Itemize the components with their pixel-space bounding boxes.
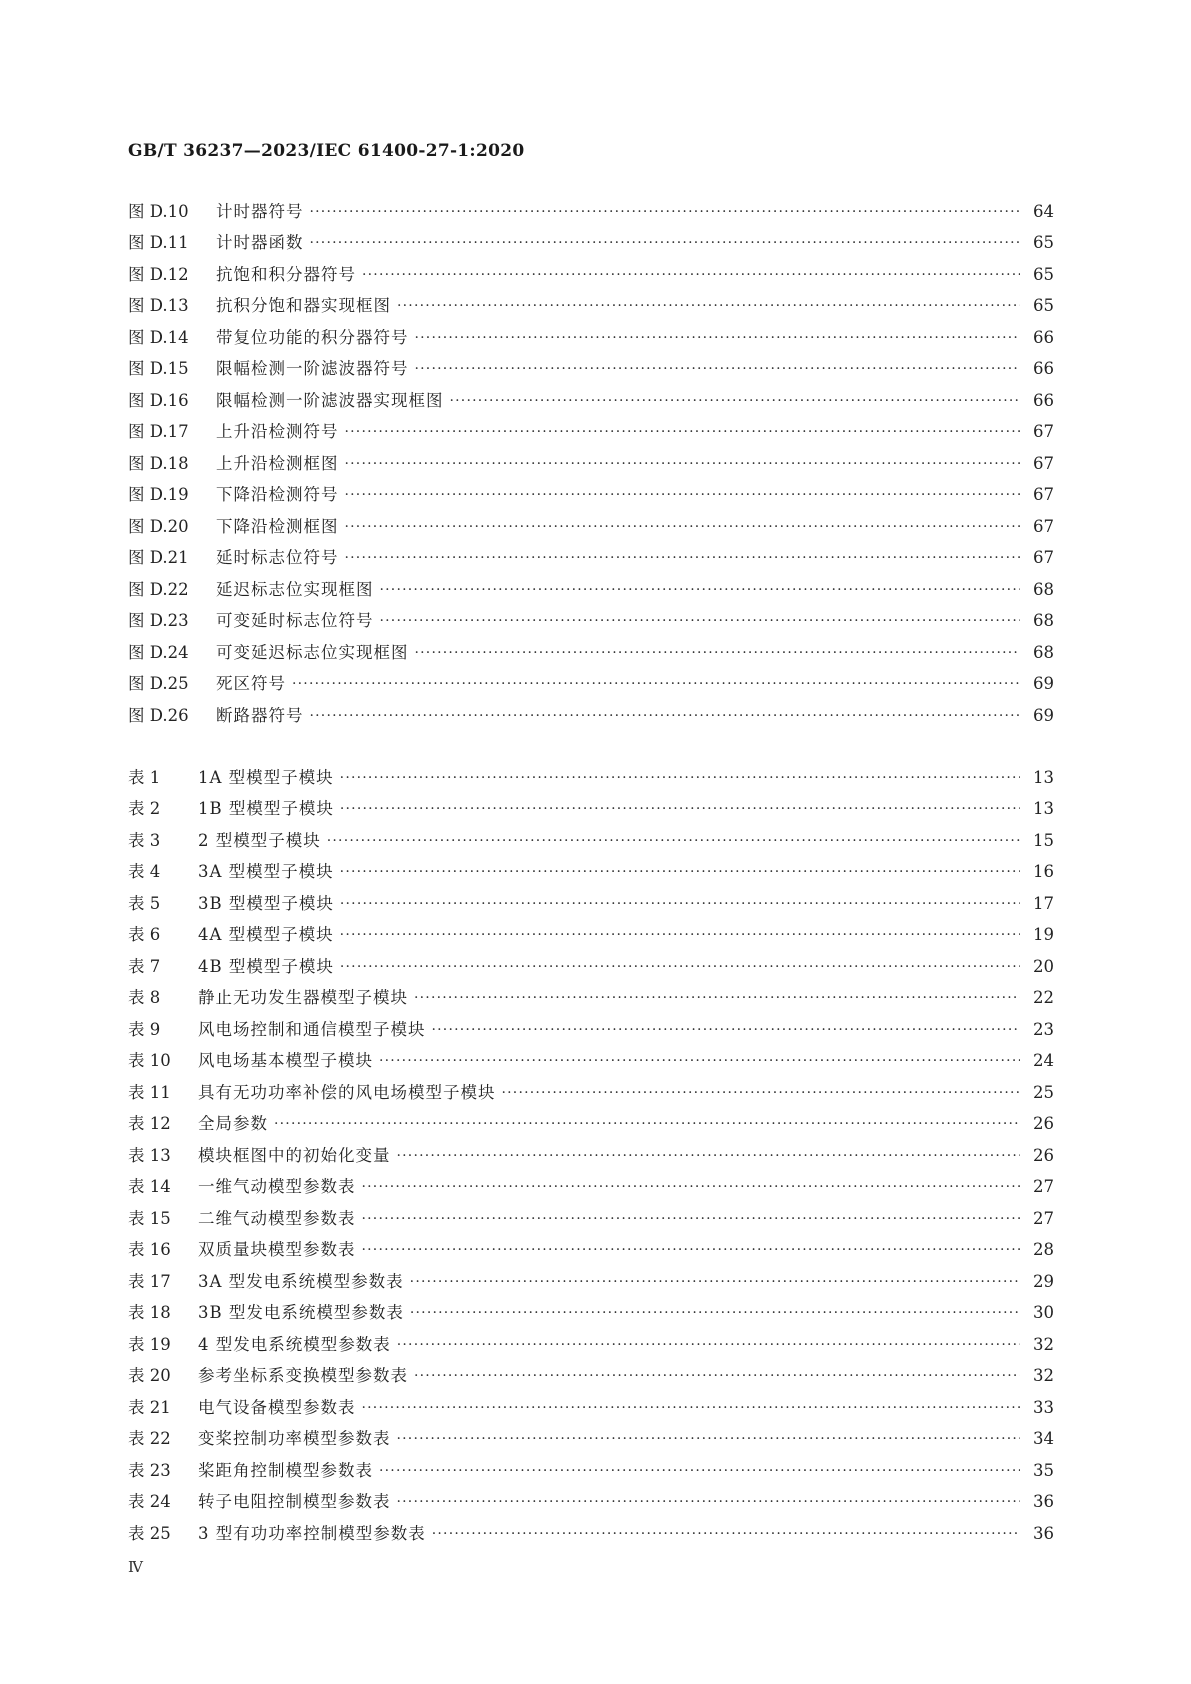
entry-page: 68 — [1033, 642, 1054, 662]
dot-leader — [345, 551, 1021, 565]
entry-label: 表 1 — [128, 767, 161, 787]
entry-page: 68 — [1033, 579, 1054, 599]
dot-leader — [327, 834, 1020, 848]
entry-label: 表 18 — [128, 1303, 171, 1322]
dot-leader — [274, 1117, 1020, 1131]
dot-leader — [345, 457, 1021, 471]
figure-entry[interactable] — [128, 574, 1054, 606]
figure-entry[interactable] — [128, 354, 1054, 386]
entry-label: 表 19 — [128, 1334, 171, 1354]
dot-leader — [410, 1306, 1020, 1320]
entry-label: 图 D.11 — [128, 233, 189, 252]
figure-entry[interactable] — [128, 606, 1054, 638]
dot-leader — [414, 1369, 1020, 1383]
entry-label: 图 D.21 — [128, 548, 189, 567]
entry-label: 图 D.14 — [128, 327, 189, 347]
figure-list — [128, 196, 1054, 732]
dot-leader — [502, 1086, 1021, 1100]
entry-label: 图 D.23 — [128, 611, 189, 630]
entry-page: 27 — [1033, 1177, 1054, 1196]
table-entry[interactable] — [128, 1014, 1054, 1046]
entry-page: 35 — [1033, 1460, 1054, 1480]
dot-leader — [410, 1275, 1020, 1289]
dot-leader — [379, 1464, 1020, 1478]
entry-page: 65 — [1033, 233, 1054, 252]
dot-leader — [345, 488, 1021, 502]
table-entry[interactable] — [128, 1455, 1054, 1487]
standard-header: GB/T 36237—2023/IEC 61400-27-1:2020 — [128, 141, 525, 161]
entry-title: 带复位功能的积分器符号 — [216, 327, 409, 347]
dot-leader — [362, 268, 1020, 282]
entry-label: 图 D.18 — [128, 453, 189, 473]
table-entry[interactable] — [128, 1046, 1054, 1078]
entry-title: 抗饱和积分器符号 — [216, 264, 356, 284]
table-entry[interactable] — [128, 983, 1054, 1015]
dot-leader — [380, 614, 1021, 628]
entry-title: 一维气动模型参数表 — [198, 1177, 356, 1196]
entry-title: 可变延迟标志位实现框图 — [216, 642, 409, 662]
figure-entry[interactable] — [128, 480, 1054, 512]
entry-title: 计时器符号 — [216, 201, 304, 221]
dot-leader — [340, 771, 1020, 785]
dot-leader — [432, 1023, 1021, 1037]
dot-leader — [340, 960, 1020, 974]
entry-label: 表 22 — [128, 1429, 171, 1448]
entry-label: 表 4 — [128, 862, 161, 881]
entry-label: 表 13 — [128, 1145, 171, 1165]
entry-page: 22 — [1033, 988, 1054, 1007]
dot-leader — [414, 991, 1020, 1005]
entry-label: 图 D.17 — [128, 422, 189, 441]
dot-leader — [340, 928, 1020, 942]
entry-label: 图 D.24 — [128, 642, 189, 662]
entry-title: 全局参数 — [198, 1114, 268, 1133]
table-entry[interactable] — [128, 1266, 1054, 1298]
table-entry[interactable] — [128, 1361, 1054, 1393]
entry-page: 32 — [1033, 1366, 1054, 1385]
entry-page: 33 — [1033, 1397, 1054, 1417]
entry-label: 表 11 — [128, 1082, 171, 1102]
dot-leader — [310, 709, 1021, 723]
entry-title: 4B 型模型子模块 — [198, 956, 334, 976]
figure-entry[interactable] — [128, 448, 1054, 480]
entry-title: 断路器符号 — [216, 705, 304, 725]
table-entry[interactable] — [128, 951, 1054, 983]
entry-page: 15 — [1033, 830, 1054, 850]
figure-entry[interactable] — [128, 417, 1054, 449]
entry-title: 可变延时标志位符号 — [216, 611, 374, 630]
dot-leader — [415, 362, 1021, 376]
entry-title: 静止无功发生器模型子模块 — [198, 988, 408, 1007]
entry-title: 1B 型模型子模块 — [198, 799, 334, 818]
entry-label: 表 6 — [128, 925, 161, 944]
table-entry[interactable] — [128, 1329, 1054, 1361]
dot-leader — [415, 646, 1021, 660]
entry-title: 风电场基本模型子模块 — [198, 1051, 373, 1070]
entry-title: 3 型有功功率控制模型参数表 — [198, 1523, 426, 1543]
table-entry[interactable] — [128, 825, 1054, 857]
dot-leader — [397, 1432, 1021, 1446]
dot-leader — [310, 205, 1021, 219]
entry-page: 26 — [1033, 1114, 1054, 1133]
dot-leader — [345, 425, 1021, 439]
entry-label: 表 7 — [128, 956, 161, 976]
figure-entry[interactable] — [128, 259, 1054, 291]
entry-page: 67 — [1033, 485, 1054, 504]
entry-page: 64 — [1033, 201, 1054, 221]
figure-entry[interactable] — [128, 322, 1054, 354]
entry-label: 表 5 — [128, 893, 161, 913]
dot-leader — [340, 802, 1020, 816]
table-list — [128, 762, 1054, 1550]
entry-label: 图 D.22 — [128, 579, 189, 599]
entry-label: 表 25 — [128, 1523, 171, 1543]
entry-title: 2 型模型子模块 — [198, 830, 321, 850]
figure-entry[interactable] — [128, 196, 1054, 228]
entry-page: 66 — [1033, 359, 1054, 378]
entry-title: 双质量块模型参数表 — [198, 1240, 356, 1259]
entry-label: 图 D.13 — [128, 296, 189, 315]
entry-label: 表 9 — [128, 1019, 161, 1039]
dot-leader — [450, 394, 1021, 408]
entry-title: 风电场控制和通信模型子模块 — [198, 1019, 426, 1039]
entry-title: 延时标志位符号 — [216, 548, 339, 567]
entry-page: 66 — [1033, 327, 1054, 347]
dot-leader — [362, 1212, 1021, 1226]
dot-leader — [379, 1054, 1020, 1068]
dot-leader — [362, 1401, 1021, 1415]
entry-page: 67 — [1033, 422, 1054, 441]
entry-title: 限幅检测一阶滤波器实现框图 — [216, 390, 444, 410]
entry-page: 25 — [1033, 1082, 1054, 1102]
dot-leader — [340, 897, 1020, 911]
entry-label: 图 D.15 — [128, 359, 189, 378]
entry-label: 图 D.16 — [128, 390, 189, 410]
table-entry[interactable] — [128, 1203, 1054, 1235]
entry-page: 13 — [1033, 799, 1054, 818]
dot-leader — [362, 1180, 1021, 1194]
table-entry[interactable] — [128, 1140, 1054, 1172]
entry-page: 20 — [1033, 956, 1054, 976]
entry-label: 表 23 — [128, 1460, 171, 1480]
table-entry[interactable] — [128, 762, 1054, 794]
table-entry[interactable] — [128, 857, 1054, 889]
entry-title: 1A 型模型子模块 — [198, 767, 334, 787]
entry-title: 死区符号 — [216, 674, 286, 693]
entry-page: 65 — [1033, 296, 1054, 315]
entry-page: 67 — [1033, 516, 1054, 536]
dot-leader — [362, 1243, 1021, 1257]
entry-label: 表 16 — [128, 1240, 171, 1259]
entry-title: 计时器函数 — [216, 233, 304, 252]
entry-page: 28 — [1033, 1240, 1054, 1259]
figure-entry[interactable] — [128, 228, 1054, 260]
entry-page: 67 — [1033, 548, 1054, 567]
dot-leader — [310, 236, 1021, 250]
table-entry[interactable] — [128, 1424, 1054, 1456]
entry-label: 表 8 — [128, 988, 161, 1007]
entry-page: 68 — [1033, 611, 1054, 630]
table-entry[interactable] — [128, 1109, 1054, 1141]
entry-label: 表 24 — [128, 1492, 171, 1511]
entry-title: 3B 型模型子模块 — [198, 893, 334, 913]
entry-title: 桨距角控制模型参数表 — [198, 1460, 373, 1480]
entry-title: 参考坐标系变换模型参数表 — [198, 1366, 408, 1385]
table-entry[interactable] — [128, 1392, 1054, 1424]
entry-title: 变桨控制功率模型参数表 — [198, 1429, 391, 1448]
table-entry[interactable] — [128, 1235, 1054, 1267]
dot-leader — [432, 1527, 1020, 1541]
entry-title: 4 型发电系统模型参数表 — [198, 1334, 391, 1354]
entry-title: 3B 型发电系统模型参数表 — [198, 1303, 404, 1322]
entry-page: 34 — [1033, 1429, 1054, 1448]
entry-label: 图 D.20 — [128, 516, 189, 536]
entry-title: 转子电阻控制模型参数表 — [198, 1492, 391, 1511]
entry-title: 下降沿检测框图 — [216, 516, 339, 536]
entry-title: 二维气动模型参数表 — [198, 1208, 356, 1228]
table-entry[interactable] — [128, 1077, 1054, 1109]
figure-entry[interactable] — [128, 669, 1054, 701]
entry-label: 图 D.10 — [128, 201, 189, 221]
entry-page: 69 — [1033, 674, 1054, 693]
figure-entry[interactable] — [128, 637, 1054, 669]
page-number: Ⅳ — [128, 1558, 144, 1576]
entry-label: 表 17 — [128, 1271, 171, 1291]
entry-title: 具有无功功率补偿的风电场模型子模块 — [198, 1082, 496, 1102]
entry-page: 32 — [1033, 1334, 1054, 1354]
entry-label: 表 21 — [128, 1397, 171, 1417]
entry-page: 69 — [1033, 705, 1054, 725]
table-entry[interactable] — [128, 1518, 1054, 1550]
dot-leader — [345, 520, 1021, 534]
entry-page: 24 — [1033, 1051, 1054, 1070]
entry-page: 65 — [1033, 264, 1054, 284]
entry-page: 36 — [1033, 1492, 1054, 1511]
dot-leader — [340, 865, 1020, 879]
entry-title: 3A 型发电系统模型参数表 — [198, 1271, 404, 1291]
figure-entry[interactable] — [128, 291, 1054, 323]
entry-page: 30 — [1033, 1303, 1054, 1322]
dot-leader — [415, 331, 1021, 345]
entry-label: 图 D.25 — [128, 674, 189, 693]
figure-entry[interactable] — [128, 543, 1054, 575]
table-entry[interactable] — [128, 1298, 1054, 1330]
dot-leader — [292, 677, 1020, 691]
entry-page: 13 — [1033, 767, 1054, 787]
entry-label: 表 12 — [128, 1114, 171, 1133]
entry-label: 表 15 — [128, 1208, 171, 1228]
entry-title: 4A 型模型子模块 — [198, 925, 334, 944]
entry-page: 17 — [1033, 893, 1054, 913]
entry-page: 66 — [1033, 390, 1054, 410]
entry-label: 图 D.19 — [128, 485, 189, 504]
table-entry[interactable] — [128, 1172, 1054, 1204]
dot-leader — [397, 299, 1020, 313]
dot-leader — [380, 583, 1021, 597]
entry-title: 限幅检测一阶滤波器符号 — [216, 359, 409, 378]
entry-label: 表 14 — [128, 1177, 171, 1196]
table-entry[interactable] — [128, 794, 1054, 826]
entry-label: 表 20 — [128, 1366, 171, 1385]
entry-label: 表 2 — [128, 799, 161, 818]
entry-page: 67 — [1033, 453, 1054, 473]
entry-page: 36 — [1033, 1523, 1054, 1543]
table-entry[interactable] — [128, 888, 1054, 920]
table-entry[interactable] — [128, 1487, 1054, 1519]
figure-entry[interactable] — [128, 511, 1054, 543]
figure-entry[interactable] — [128, 700, 1054, 732]
table-entry[interactable] — [128, 920, 1054, 952]
dot-leader — [397, 1149, 1021, 1163]
entry-page: 16 — [1033, 862, 1054, 881]
entry-label: 表 10 — [128, 1051, 171, 1070]
dot-leader — [397, 1495, 1021, 1509]
entry-title: 模块框图中的初始化变量 — [198, 1145, 391, 1165]
entry-label: 表 3 — [128, 830, 161, 850]
entry-title: 延迟标志位实现框图 — [216, 579, 374, 599]
entry-title: 电气设备模型参数表 — [198, 1397, 356, 1417]
entry-title: 抗积分饱和器实现框图 — [216, 296, 391, 315]
entry-title: 3A 型模型子模块 — [198, 862, 334, 881]
entry-page: 19 — [1033, 925, 1054, 944]
entry-page: 26 — [1033, 1145, 1054, 1165]
entry-page: 29 — [1033, 1271, 1054, 1291]
entry-title: 上升沿检测符号 — [216, 422, 339, 441]
entry-page: 27 — [1033, 1208, 1054, 1228]
entry-title: 下降沿检测符号 — [216, 485, 339, 504]
dot-leader — [397, 1338, 1020, 1352]
entry-label: 图 D.26 — [128, 705, 189, 725]
entry-page: 23 — [1033, 1019, 1054, 1039]
entry-title: 上升沿检测框图 — [216, 453, 339, 473]
figure-entry[interactable] — [128, 385, 1054, 417]
entry-label: 图 D.12 — [128, 264, 189, 284]
